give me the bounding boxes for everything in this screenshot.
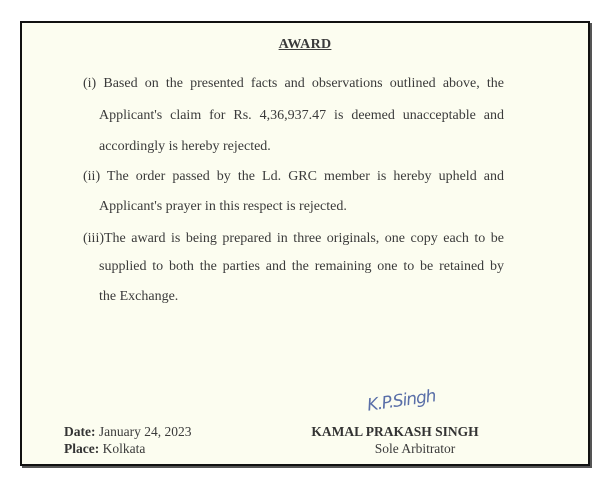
date-value: January 24, 2023 bbox=[98, 424, 192, 439]
paragraph-line: (iii)The award is being prepared in three originals, one copy each to be bbox=[83, 231, 504, 246]
paragraph-line: (i) Based on the presented facts and observations outlined above, the bbox=[83, 76, 504, 91]
handwritten-signature: K.P.Singh bbox=[365, 386, 437, 416]
place-value: Kolkata bbox=[102, 441, 146, 456]
paragraph-line: supplied to both the parties and the remaining one to be retained by bbox=[99, 259, 504, 274]
paragraph-line: Applicant's prayer in this respect is rejected. bbox=[99, 199, 347, 214]
award-document bbox=[20, 21, 590, 466]
date-line bbox=[64, 424, 191, 439]
arbitrator-name bbox=[285, 424, 505, 439]
paragraph-line: accordingly is hereby rejected. bbox=[99, 139, 271, 154]
document-title: AWARD bbox=[278, 37, 332, 52]
place-label: Place: bbox=[64, 441, 100, 456]
arbitrator-name-text: KAMAL PRAKASH SINGH bbox=[311, 424, 479, 439]
date-label: Date: bbox=[64, 424, 96, 439]
paragraph-line: the Exchange. bbox=[99, 289, 179, 304]
arbitrator-role: Sole Arbitrator bbox=[374, 441, 456, 456]
place-line bbox=[64, 441, 145, 456]
paragraph-line: Applicant's claim for Rs. 4,36,937.47 is deemed unacceptable and bbox=[99, 108, 504, 123]
paragraph-line: (ii) The order passed by the Ld. GRC member is hereby upheld and bbox=[83, 169, 504, 184]
